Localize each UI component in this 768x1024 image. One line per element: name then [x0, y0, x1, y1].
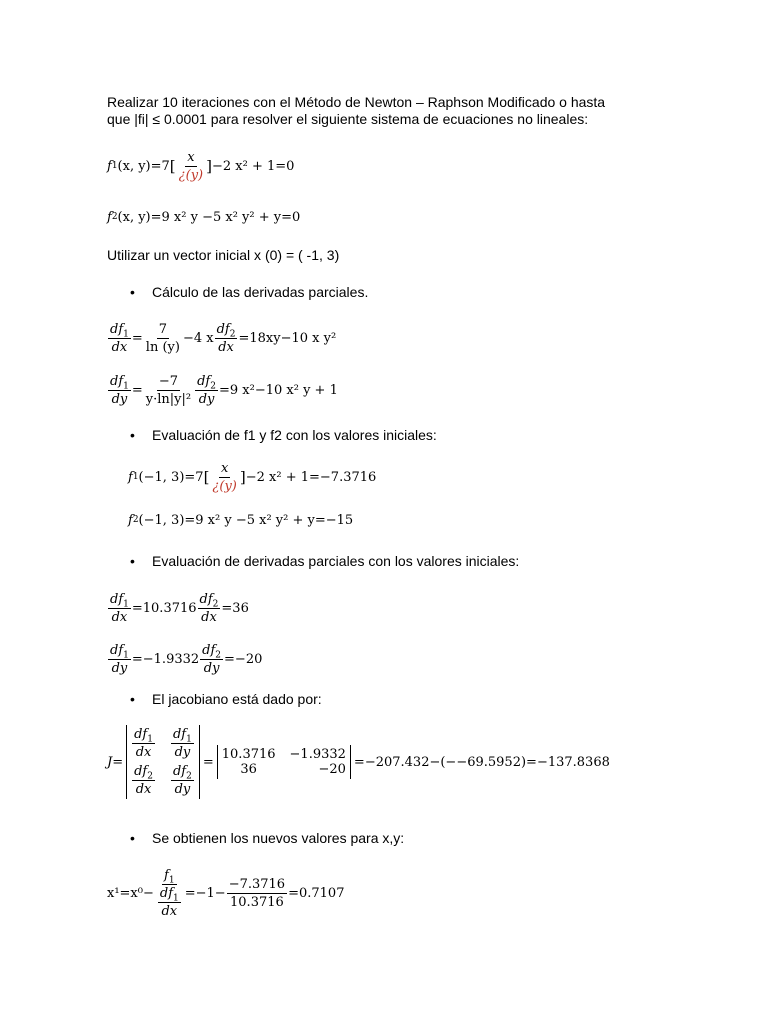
jacobian-numeric-matrix: 10.3716 −1.9332 36 −20: [217, 745, 351, 779]
evaluated-derivatives-dy: $\frac{df_1}{dy}$ =−1.9332 $\frac{df_2}{dy}$ =−20: [110, 642, 263, 676]
derivatives-dx: $df_1$ dx = 7 ln (y) −4 x $\frac{df_2}{dx}$ =18xy−10 x y²: [110, 321, 337, 355]
initial-vector-text: Utilizar un vector inicial x (0) = ( -1, 3): [107, 247, 340, 263]
equation-f2: f 2 (x, y)=9 x² y −5 x² y² + y=0: [107, 209, 301, 225]
intro-line-2: que |fi| ≤ 0.0001 para resolver el siguiente sistema de ecuaciones no lineales:: [107, 111, 589, 127]
evaluated-derivatives-dx: $\frac{df_1}{dx}$ =10.3716 $\frac{df_2}{dx}$ =36: [110, 591, 249, 625]
evaluation-f2: f 2 (−1, 3)=9 x² y −5 x² y² + y=−15: [128, 512, 354, 528]
jacobian-equation: J= $df_1$ dx $df_1$ dy $df_2$ dx $df_2$ dy = 10.3716 −1.9332 36 −20 =−207.432−(−−69.5952)=−137.8368: [107, 727, 610, 797]
jacobian-symbolic-matrix: $df_1$ dx $df_1$ dy $df_2$ dx $df_2$ dy: [126, 725, 200, 799]
bullet-jacobian: • El jacobiano está dado por:: [130, 690, 322, 708]
bullet-derivatives: • Cálculo de las derivadas parciales.: [130, 283, 368, 301]
equation-f1: f 1 (x, y)=7 [ x ¿(y) ] −2 x² + 1=0: [107, 149, 295, 183]
bullet-new-values: • Se obtienen los nuevos valores para x,y:: [130, 829, 404, 847]
intro-line-1: Realizar 10 iteraciones con el Método de Newton – Raphson Modificado o hasta: [107, 94, 606, 110]
bullet-partial-evaluation: • Evaluación de derivadas parciales con los valores iniciales:: [130, 552, 519, 570]
bullet-evaluation: • Evaluación de f1 y f2 con los valores iniciales:: [130, 426, 437, 444]
evaluation-f1: f 1 (−1, 3)=7 [ x ¿(y) ] −2 x² + 1=−7.3716: [128, 460, 377, 494]
derivatives-dy: $df_1$ dy = −7 y·ln|y|² $\frac{df_2}{dy}$ =9 x²−10 x² y + 1: [110, 373, 338, 407]
new-x-equation: x¹=x⁰− $\frac{f_1}{\frac{df_1}{dx}}$ =−1− $\frac{-7.3716}{10.3716}$ =0.7107: [107, 867, 345, 919]
